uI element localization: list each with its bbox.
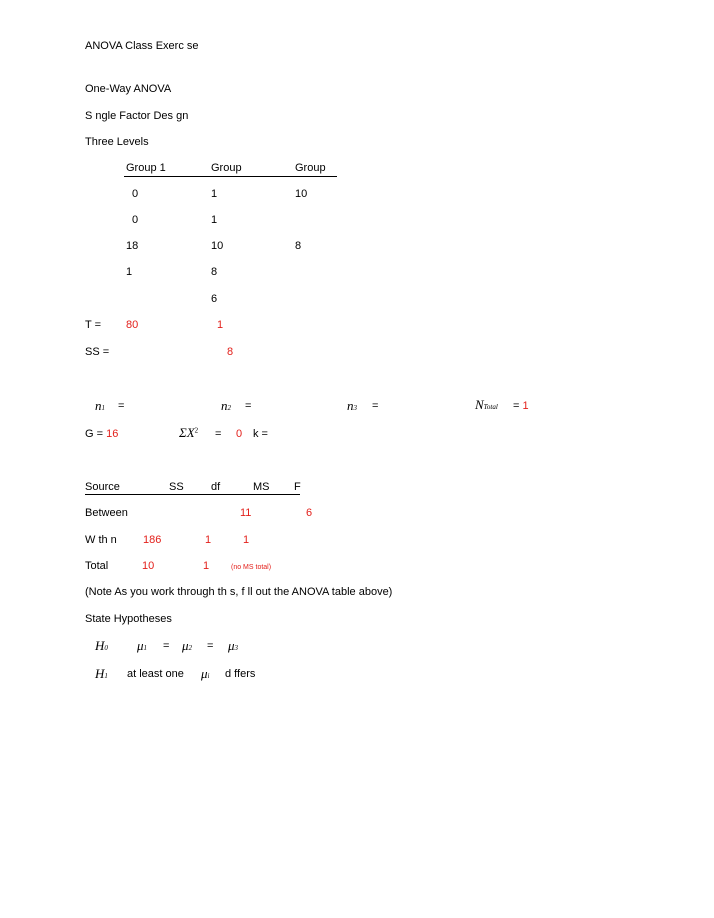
table-header-rule xyxy=(124,176,337,177)
mu3-symbol: μ3 xyxy=(228,638,239,653)
n2-symbol: n2 xyxy=(221,398,231,413)
g-value: 16 xyxy=(106,428,119,440)
anova-header-df: df xyxy=(211,481,221,493)
table-cell: 8 xyxy=(295,240,302,252)
hypotheses-heading: State Hypotheses xyxy=(85,613,172,625)
t-group-2-value: 1 xyxy=(217,319,224,331)
n3-symbol: n3 xyxy=(347,398,357,413)
table-cell: 0 xyxy=(132,214,139,226)
t-label: T = xyxy=(85,319,102,331)
sum-x-squared-value: 0 xyxy=(236,428,243,440)
sum-x-squared-symbol: $\Sigma X^2$ xyxy=(179,425,199,440)
table-cell: 6 xyxy=(211,293,218,305)
h1-text-differs: d ffers xyxy=(225,668,256,680)
n1-equals: = xyxy=(118,400,125,412)
within-ss-value: 186 xyxy=(143,534,162,546)
total-ss-value: 10 xyxy=(142,560,155,572)
instruction-note: (Note As you work through th s, f ll out the ANOVA table above) xyxy=(85,586,393,598)
anova-header-source: Source xyxy=(85,481,120,493)
within-ms-value: 1 xyxy=(243,534,250,546)
n-total-value: 1 xyxy=(522,400,529,412)
mu2-symbol: μ2 xyxy=(182,638,193,653)
anova-header-ms: MS xyxy=(253,481,270,493)
heading-single-factor-design: S ngle Factor Des gn xyxy=(85,110,189,122)
h1-symbol: H1 xyxy=(95,666,108,681)
table-cell: 1 xyxy=(211,214,218,226)
table-cell: 1 xyxy=(126,266,133,278)
heading-one-way-anova: One-Way ANOVA xyxy=(85,83,172,95)
within-df-value: 1 xyxy=(205,534,212,546)
document-title: ANOVA Class Exerc se xyxy=(85,40,199,52)
total-df-value: 1 xyxy=(203,560,210,572)
table-cell: 18 xyxy=(126,240,139,252)
anova-header-f: F xyxy=(294,481,301,493)
n-total-symbol: NTotal xyxy=(475,397,498,412)
anova-row-label: Total xyxy=(85,560,109,572)
n2-equals: = xyxy=(245,400,252,412)
col-header-group-3: Group xyxy=(295,162,326,174)
table-cell: 1 xyxy=(211,188,218,200)
table-cell: 0 xyxy=(132,188,139,200)
g-label: G = 16 xyxy=(85,428,119,440)
n1-symbol: n1 xyxy=(95,398,105,413)
anova-row-label: Between xyxy=(85,507,128,519)
k-label: k = xyxy=(253,428,268,440)
h1-text-at-least-one: at least one xyxy=(127,668,184,680)
ss-label: SS = xyxy=(85,346,110,358)
n-total-equals: = 1 xyxy=(513,400,529,412)
n3-equals: = xyxy=(372,400,379,412)
heading-three-levels: Three Levels xyxy=(85,136,149,148)
mu1-symbol: μ1 xyxy=(137,638,148,653)
anova-header-ss: SS xyxy=(169,481,184,493)
table-cell: 8 xyxy=(211,266,218,278)
sum-x-squared-equals: = xyxy=(215,428,222,440)
mu-i-symbol: μi xyxy=(201,666,210,681)
no-ms-total-note: (no MS total) xyxy=(231,564,272,571)
anova-row-label: W th n xyxy=(85,534,117,546)
table-cell: 10 xyxy=(295,188,308,200)
h0-equals-1: = xyxy=(163,640,170,652)
t-group-1-value: 80 xyxy=(126,319,139,331)
table-cell: 10 xyxy=(211,240,224,252)
between-ms-value: 11 xyxy=(240,507,252,519)
col-header-group-1: Group 1 xyxy=(126,162,166,174)
col-header-group-2: Group xyxy=(211,162,242,174)
h0-equals-2: = xyxy=(207,640,214,652)
ss-value: 8 xyxy=(227,346,234,358)
between-f-value: 6 xyxy=(306,507,313,519)
anova-header-rule xyxy=(85,494,300,495)
h0-symbol: H0 xyxy=(95,638,108,653)
